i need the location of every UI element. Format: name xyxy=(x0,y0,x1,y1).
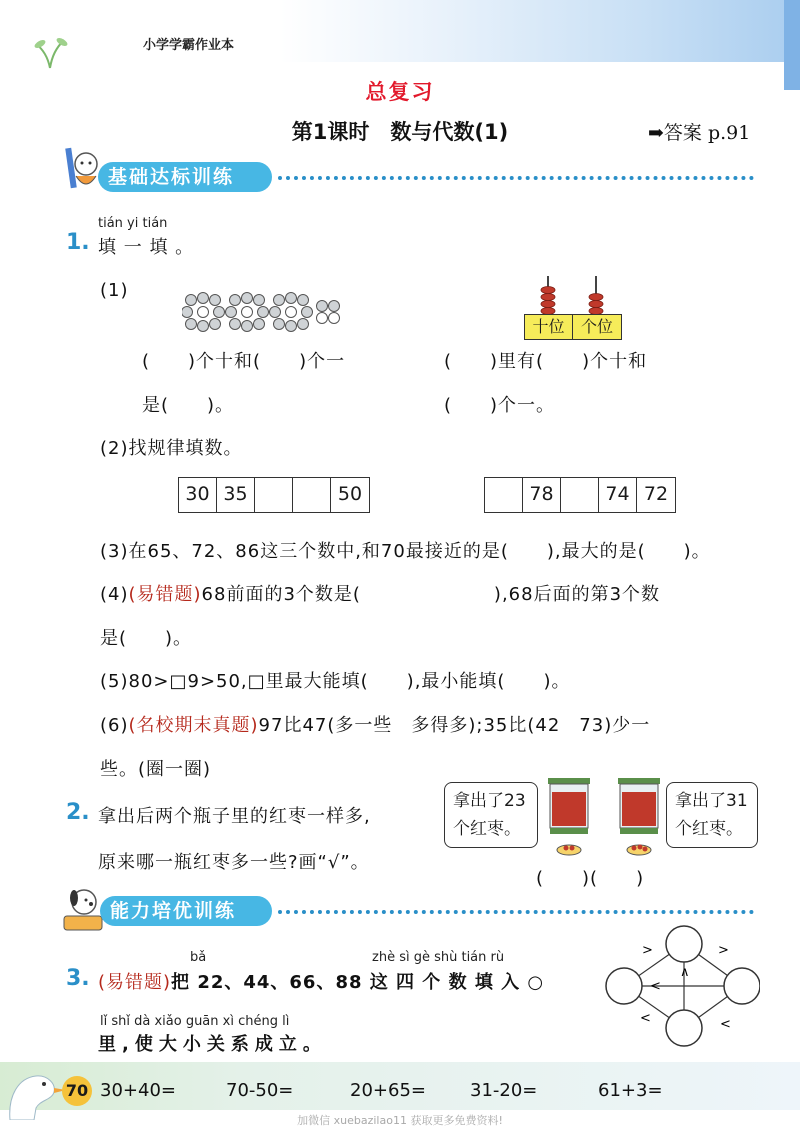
bead-groups-illustration xyxy=(182,290,342,336)
sequence-cell: 72 xyxy=(643,483,669,505)
sequence-cell: 78 xyxy=(523,478,561,512)
oral-calc-item: 30+40= xyxy=(100,1080,176,1101)
dog-mascot-icon xyxy=(62,884,104,934)
fill-blank-text: ( )个一。 xyxy=(444,395,556,416)
sequence-cell: 30 xyxy=(179,478,217,512)
fill-blank-text: 是( )。 xyxy=(142,395,235,416)
speech-bubble-left xyxy=(444,782,538,848)
q3-pinyin: lǐ shǐ dà xiǎo guān xì chéng lì xyxy=(100,1014,290,1029)
sub-question-text: (3)在65、72、86这三个数中,和70最接近的是( ),最大的是( )。 xyxy=(100,541,711,562)
sub-question-text: 是( )。 xyxy=(100,628,193,649)
blank-circle[interactable] xyxy=(666,1010,702,1046)
question-number: 1. xyxy=(66,230,90,255)
answer-parentheses[interactable]: ( )( ) xyxy=(536,868,645,889)
section-banner-basic: 基础达标训练 xyxy=(98,162,272,192)
relation-symbol: < xyxy=(640,1011,651,1026)
banner-divider xyxy=(278,910,754,914)
sub-question-text: (2)找规律填数。 xyxy=(100,438,243,459)
sub-question-text xyxy=(100,580,660,606)
bubble-text: 个红枣。 xyxy=(675,819,743,839)
oral-calc-item: 61+3= xyxy=(598,1080,663,1101)
oral-calc-item: 31-20= xyxy=(470,1080,538,1101)
question-title: 填 一 填 。 xyxy=(98,237,195,258)
lesson-title: 第1课时 数与代数(1) xyxy=(291,120,509,144)
sub-question-prefix: (4) xyxy=(100,584,129,605)
blank-circle[interactable] xyxy=(666,926,702,962)
sub-question-prefix: (6) xyxy=(100,715,129,736)
question-text: 里,使大小关系成立。 xyxy=(98,1034,327,1055)
sub-question-body: 97比47(多一些 多得多);35比(42 73)少一 xyxy=(258,715,651,736)
question-text: 拿出后两个瓶子里的红枣一样多, xyxy=(98,806,371,827)
banner-divider xyxy=(278,176,754,180)
fill-blank-text: ( )里有( )个十和 xyxy=(444,351,648,372)
section-banner-advanced: 能力培优训练 xyxy=(100,896,272,926)
source-tag: (名校期末真题) xyxy=(128,715,259,736)
difficulty-tag: (易错题) xyxy=(98,972,172,993)
page-number: 70 xyxy=(62,1076,92,1106)
sub-question-text xyxy=(100,711,650,737)
sequence-cell: 35 xyxy=(217,478,255,512)
tens-place-label: 十位 xyxy=(525,315,573,339)
sequence-cell: 74 xyxy=(599,478,637,512)
sub-question-text: 些。(圈一圈) xyxy=(100,759,212,780)
jar-of-dates-icon xyxy=(616,778,662,860)
blank-circle[interactable] xyxy=(724,968,760,1004)
footer-note: 加微信 xuebazilao11 获取更多免费资料! xyxy=(297,1114,503,1127)
relation-symbol: < xyxy=(650,979,661,994)
sequence-blank-cell[interactable] xyxy=(293,478,331,512)
bubble-text: 拿出了31 xyxy=(675,791,748,811)
sequence-cell: 50 xyxy=(337,483,363,505)
answer-reference: ➡答案 p.91 xyxy=(648,122,751,144)
page-title: 总复习 xyxy=(365,80,435,104)
jar-of-dates-icon xyxy=(546,778,592,860)
relation-symbol: > xyxy=(642,943,653,958)
relation-symbol: > xyxy=(718,943,729,958)
book-title: 小学学霸作业本 xyxy=(143,38,235,53)
question-text: 原来哪一瓶红枣多一些?画“√”。 xyxy=(98,852,370,873)
pencil-mascot-icon xyxy=(64,146,100,196)
question-number: 3. xyxy=(66,966,90,991)
q3-pinyin: bǎ xyxy=(190,950,207,965)
sub-question-label: (1) xyxy=(100,280,129,301)
header-band xyxy=(0,0,800,62)
question-body: 把 22、44、66、88 这 四 个 数 填 入 ○ xyxy=(171,972,545,993)
question-number: 2. xyxy=(66,800,90,825)
relation-symbol: ∧ xyxy=(680,965,690,980)
q1-pinyin: tián yi tián xyxy=(98,216,168,231)
fill-blank-text: ( )个十和( )个一 xyxy=(142,351,346,372)
sub-question-text: (5)80>□9>50,□里最大能填( ),最小能填( )。 xyxy=(100,671,571,692)
sequence-blank-cell[interactable] xyxy=(485,478,523,512)
bubble-text: 个红枣。 xyxy=(453,819,521,839)
number-sequence-box xyxy=(178,477,370,513)
sequence-blank-cell[interactable] xyxy=(255,478,293,512)
difficulty-tag: (易错题) xyxy=(128,584,202,605)
sub-question-body: 68前面的3个数是( ),68后面的第3个数 xyxy=(201,584,661,605)
goose-icon xyxy=(0,1056,70,1120)
oral-calc-item: 20+65= xyxy=(350,1080,426,1101)
number-sequence-box xyxy=(484,477,676,513)
sequence-blank-cell[interactable] xyxy=(561,478,599,512)
comparison-diagram xyxy=(604,924,760,1050)
leaf-icon xyxy=(30,30,70,70)
question-text xyxy=(98,968,544,994)
speech-bubble-right xyxy=(666,782,758,848)
relation-symbol: < xyxy=(720,1017,731,1032)
blank-circle[interactable] xyxy=(606,968,642,1004)
q3-pinyin: zhè sì gè shù tián rù xyxy=(372,950,505,965)
ones-place-label: 个位 xyxy=(580,317,613,336)
bubble-text: 拿出了23 xyxy=(453,791,526,811)
oral-calc-item: 70-50= xyxy=(226,1080,294,1101)
place-value-labels xyxy=(524,314,622,340)
abacus-icon xyxy=(530,276,620,318)
